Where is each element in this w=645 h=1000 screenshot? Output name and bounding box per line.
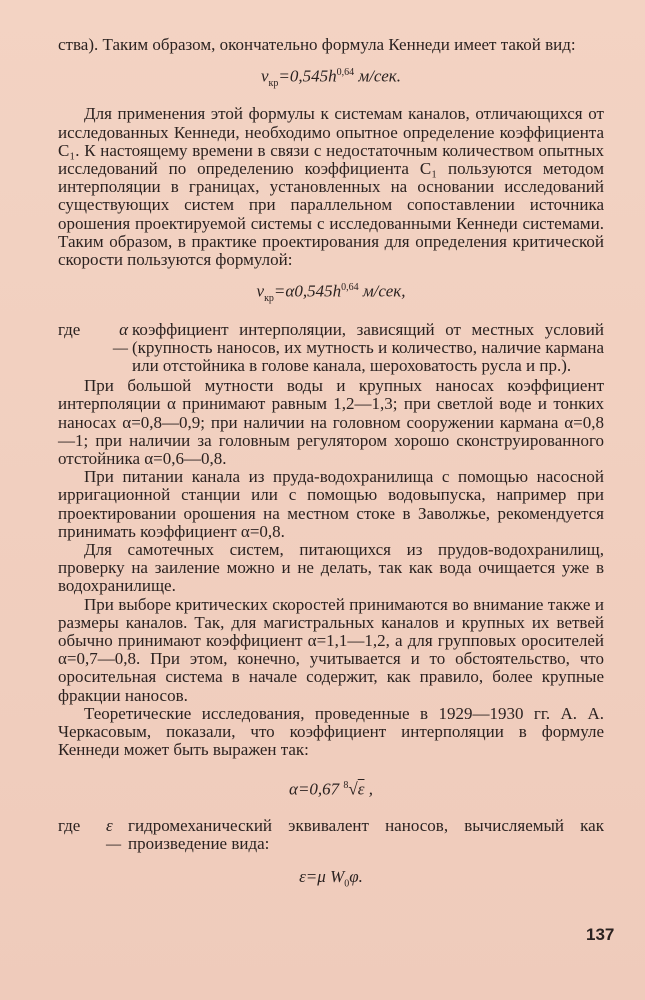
formula-unit: м/сек, xyxy=(358,281,406,301)
paragraph-sizes: При выборе критических скоростей принимаются во внимание также и размеры каналов. Так, для магистральных каналов и крупных их ветвей обычно принимают коэффициент α=1,1—1,2, а для групповых оросителей α=0,7—0,8. При этом, конечно, учитывается и то обстоятельство, что оросительная система в начале содержит, как правило, более крупные фракции наносов. xyxy=(58,594,604,705)
where-label: где xyxy=(58,816,81,836)
formula-body: ε=μ W xyxy=(299,866,345,886)
formula-body: =0,545h xyxy=(278,66,337,86)
where-label: где xyxy=(58,319,81,339)
paragraph-intro: ства). Таким образом, окончательно формула Кеннеди имеет такой вид: xyxy=(58,35,576,54)
radical-sign-icon: √ xyxy=(348,780,358,800)
formula-sub: кр xyxy=(268,78,279,90)
definition-epsilon xyxy=(58,817,604,853)
where-definition: гидромеханический эквивалент наносов, вычисляемый как произведение вида: xyxy=(128,816,604,854)
definition-alpha xyxy=(58,321,604,376)
formula-exp: 0,64 xyxy=(336,67,355,79)
root-index: 8 xyxy=(343,780,349,792)
formula-kennedy xyxy=(58,64,604,93)
formula-critical-velocity xyxy=(58,279,604,308)
formula-cherkasov xyxy=(58,777,604,799)
formula-sub: кр xyxy=(264,293,274,305)
formula-epsilon xyxy=(58,868,604,894)
formula-var: v xyxy=(260,66,269,86)
where-symbol: ε — xyxy=(106,816,122,854)
paragraph-theory: Теоретические исследования, проведенные в 1929—1930 гг. А. А. Черкасовым, показали, что коэффициент интерполяции в формуле Кеннеди может быть выражен так: xyxy=(58,703,604,760)
paragraph-applying: Для применения этой формулы к системам каналов, отличающихся от исследованных Кеннеди, необходимо опытное определение коэффициента C₁. К настоящему времени в связи с недостаточным количеством опытных исследований по определению коэффициента C₁ пользуются методом интерполяции в границах, установленных на основании исследований существующих систем при параллельном сопоставлении источника орошения проектируемой системы с исследованными Кеннеди системами. Таким образом, в практике проектирования для определения критической скорости пользуются формулой: xyxy=(58,104,604,270)
formula-tail: φ. xyxy=(349,866,363,886)
radicand: ε xyxy=(357,780,365,800)
formula-var: v xyxy=(256,281,265,301)
formula-exp: 0,64 xyxy=(341,282,359,294)
formula-tail: , xyxy=(364,780,373,800)
formula-unit: м/сек. xyxy=(354,66,402,86)
page-number: 137 xyxy=(586,925,615,944)
formula-lhs: α=0,67 xyxy=(289,780,344,800)
formula-body: =α0,545h xyxy=(273,281,342,301)
formula-sub: 0 xyxy=(344,878,350,890)
where-symbol: α — xyxy=(112,319,128,357)
page-text xyxy=(58,36,604,905)
where-definition: коэффициент интерполяции, зависящий от местных условий (крупность наносов, их мутность и количество, наличие кармана или отстойника в голове канала, шероховатость русла и пр.). xyxy=(132,319,604,375)
paragraph-gravity: Для самотечных систем, питающихся из прудов-водохранилищ, проверку на заиление можно и не делать, так как вода очищается уже в водохранилище. xyxy=(58,539,604,596)
paragraph-turbidity: При большой мутности воды и крупных наносах коэффициент интерполяции α принимают равным 1,2—1,3; при светлой воде и тонких наносах α=0,8—0,9; при наличии на головном сооружении кармана α=0,8—1; при наличии за головным регулятором хорошо сконструированного отстойника α=0,6—0,8. xyxy=(58,376,604,468)
paragraph-reservoir: При питании канала из пруда-водохранилища с помощью насосной ирригационной станции или с помощью водовыпуска, например при проектировании орошения на местном стоке в Заволжье, рекомендуется принимать коэффициент α=0,8. xyxy=(58,467,604,541)
